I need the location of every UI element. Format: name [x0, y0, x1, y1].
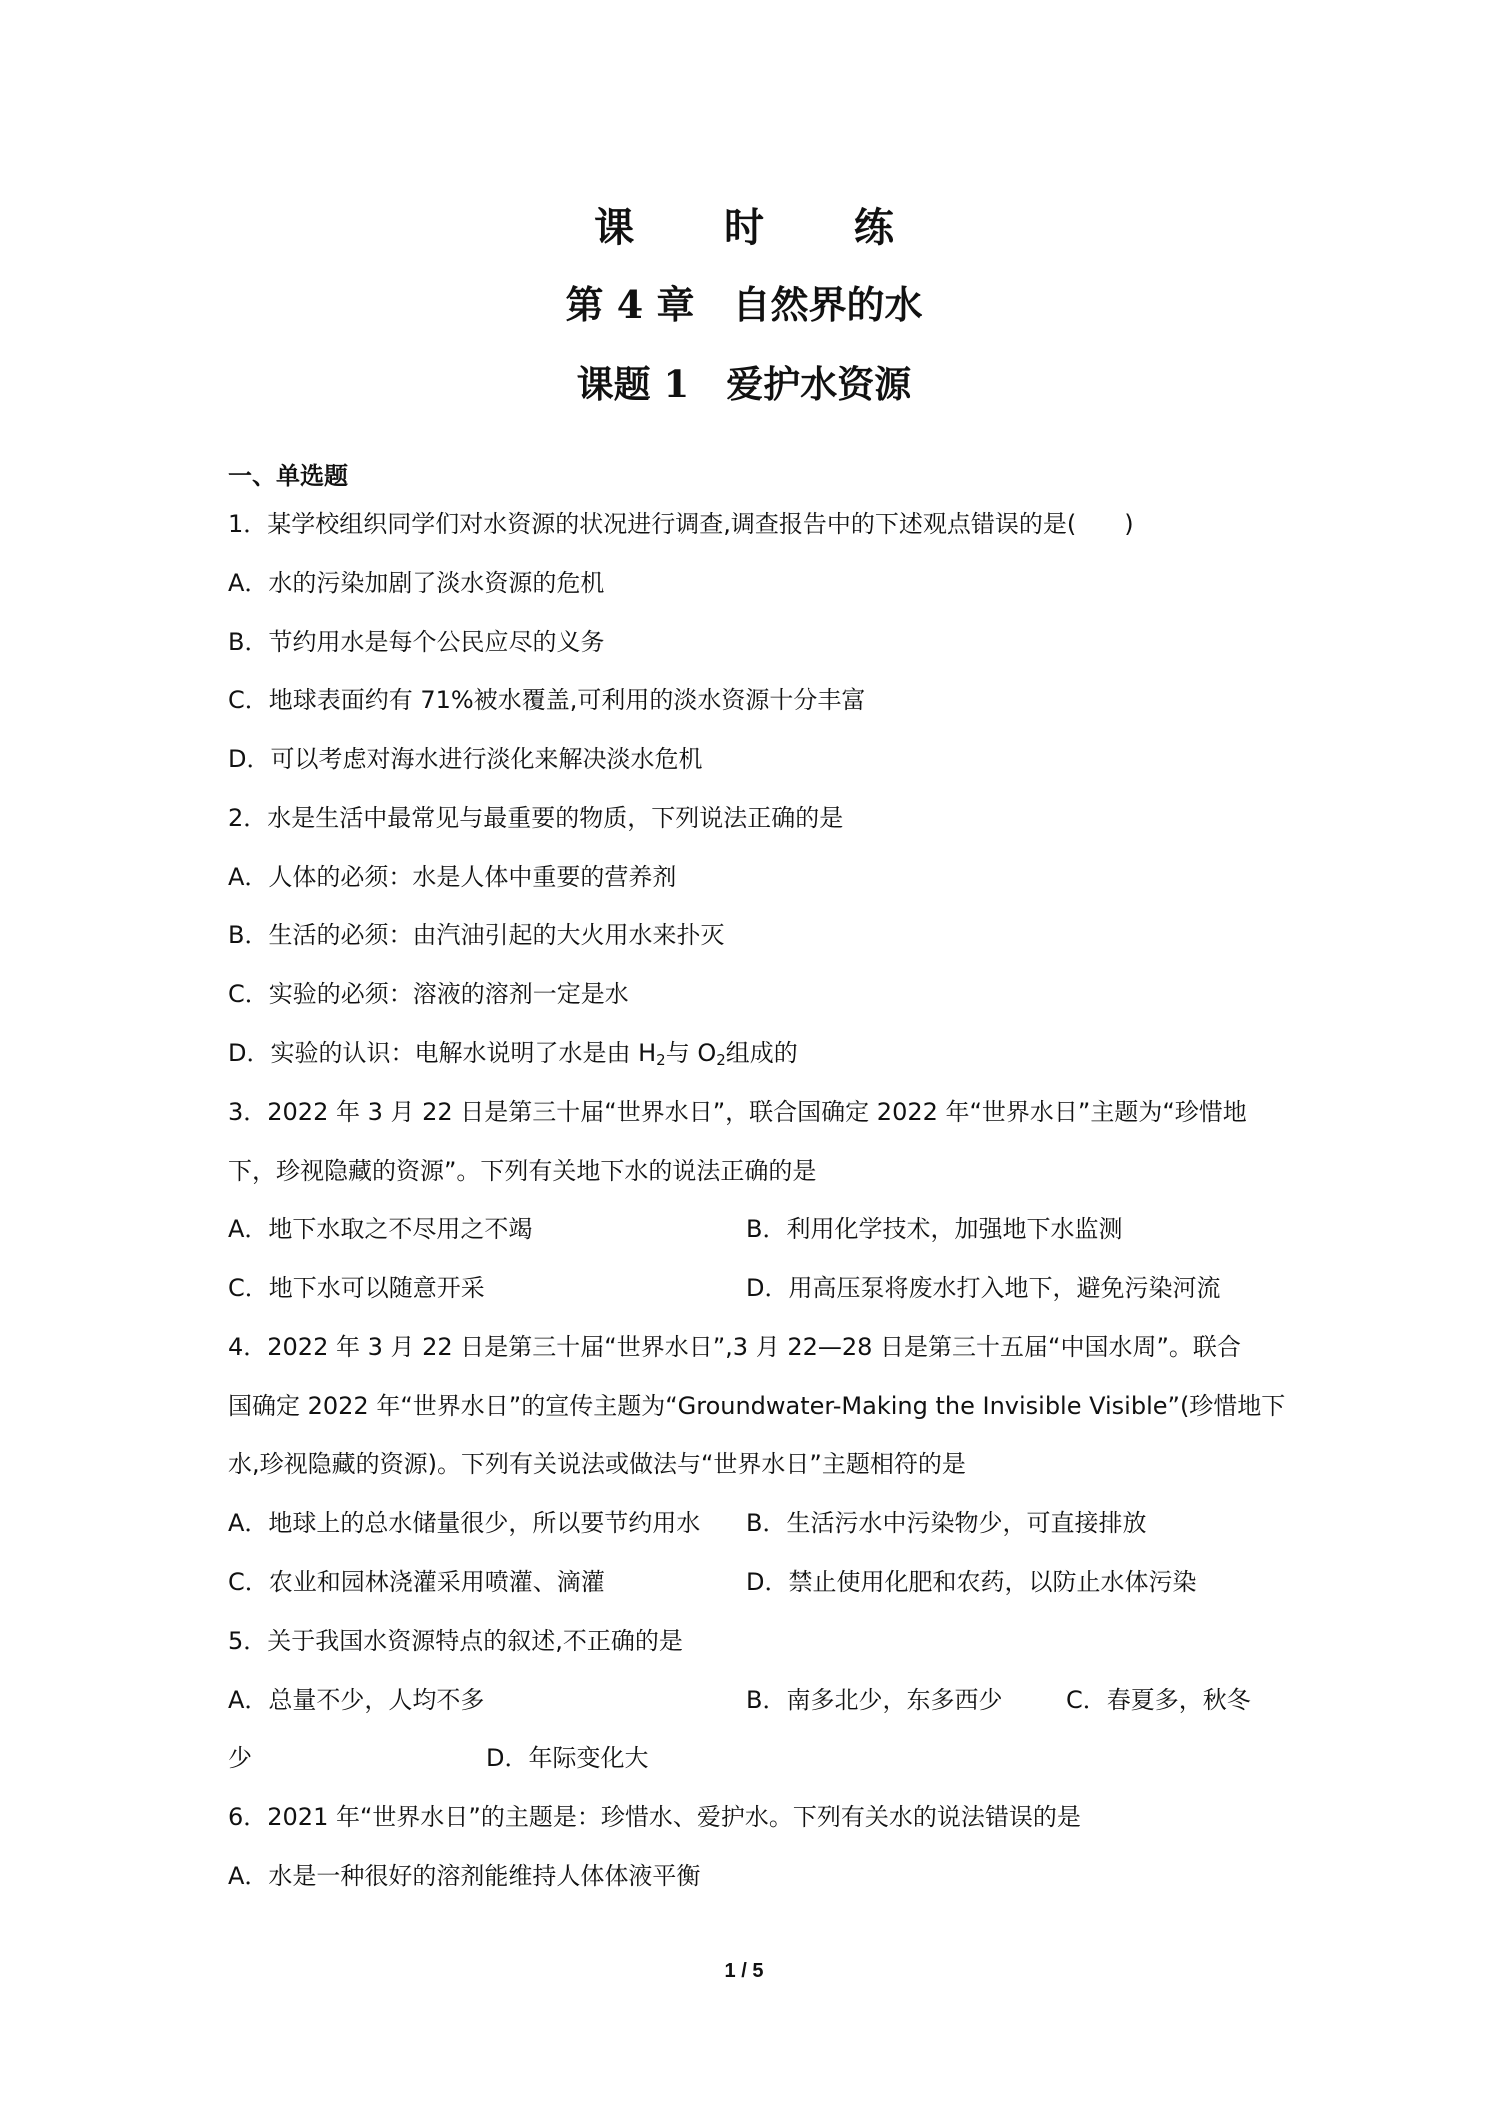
- question-1-stem: 1．某学校组织同学们对水资源的状况进行调查,调查报告中的下述观点错误的是( ): [228, 510, 1134, 538]
- question-3-stem-line-1: 3．2022 年 3 月 22 日是第三十届“世界水日”，联合国确定 2022 年“世界水日”主题为“珍惜地: [228, 1098, 1247, 1126]
- q1-option-c: C．地球表面约有 71%被水覆盖,可利用的淡水资源十分丰富: [228, 686, 866, 714]
- q4-option-a: A．地球上的总水储量很少，所以要节约用水: [228, 1509, 701, 1537]
- q5-option-c: C．春夏多，秋冬: [1066, 1686, 1251, 1714]
- q1-option-b: B．节约用水是每个公民应尽的义务: [228, 628, 605, 656]
- question-5-stem: 5．关于我国水资源特点的叙述,不正确的是: [228, 1627, 683, 1655]
- q6-option-a: A．水是一种很好的溶剂能维持人体体液平衡: [228, 1862, 701, 1890]
- q2-option-d-mid: 与 O: [665, 1039, 717, 1067]
- h2-subscript: 2: [656, 1051, 666, 1069]
- q5-option-a: A．总量不少，人均不多: [228, 1686, 485, 1714]
- q3-option-d: D．用高压泵将废水打入地下，避免污染河流: [746, 1274, 1221, 1302]
- question-2-stem: 2．水是生活中最常见与最重要的物质，下列说法正确的是: [228, 804, 844, 832]
- question-4-stem-line-3: 水,珍视隐藏的资源)。下列有关说法或做法与“世界水日”主题相符的是: [228, 1450, 966, 1478]
- question-3-stem-line-2: 下，珍视隐藏的资源”。下列有关地下水的说法正确的是: [228, 1157, 817, 1185]
- page-title: 课 时 练: [594, 204, 932, 251]
- topic-title: 课题 1 爱护水资源: [576, 362, 912, 406]
- q5-option-c-wrap: 少: [228, 1744, 252, 1772]
- q2-option-d-suffix: 组成的: [725, 1039, 798, 1067]
- q3-option-b: B．利用化学技术，加强地下水监测: [746, 1215, 1123, 1243]
- question-6-stem: 6．2021 年“世界水日”的主题是：珍惜水、爱护水。下列有关水的说法错误的是: [228, 1803, 1081, 1831]
- q4-option-c: C．农业和园林浇灌采用喷灌、滴灌: [228, 1568, 605, 1596]
- question-4-stem-line-1: 4．2022 年 3 月 22 日是第三十届“世界水日”,3 月 22—28 日是第三十五届“中国水周”。联合: [228, 1333, 1241, 1361]
- section-heading: 一、单选题: [228, 462, 348, 490]
- q4-option-d: D．禁止使用化肥和农药，以防止水体污染: [746, 1568, 1197, 1596]
- page-number: 1 / 5: [724, 1960, 764, 1982]
- q2-option-a: A．人体的必须：水是人体中重要的营养剂: [228, 863, 677, 891]
- chapter-title: 第 4 章 自然界的水: [565, 282, 923, 327]
- q3-option-a: A．地下水取之不尽用之不竭: [228, 1215, 533, 1243]
- q2-option-d: [228, 1035, 798, 1071]
- q2-option-b: B．生活的必须：由汽油引起的大火用水来扑灭: [228, 921, 725, 949]
- q4-option-b: B．生活污水中污染物少，可直接排放: [746, 1509, 1147, 1537]
- q2-option-c: C．实验的必须：溶液的溶剂一定是水: [228, 980, 629, 1008]
- q2-option-d-prefix: D．实验的认识：电解水说明了水是由 H: [228, 1039, 657, 1067]
- q5-option-b: B．南多北少，东多西少: [746, 1686, 1003, 1714]
- q5-option-d: D．年际变化大: [486, 1744, 649, 1772]
- o2-subscript: 2: [716, 1051, 726, 1069]
- q1-option-a: A．水的污染加剧了淡水资源的危机: [228, 569, 605, 597]
- q1-option-d: D．可以考虑对海水进行淡化来解决淡水危机: [228, 745, 703, 773]
- question-4-stem-line-2: 国确定 2022 年“世界水日”的宣传主题为“Groundwater-Making the Invisible Visible”(珍惜地下: [228, 1392, 1286, 1420]
- q3-option-c: C．地下水可以随意开采: [228, 1274, 485, 1302]
